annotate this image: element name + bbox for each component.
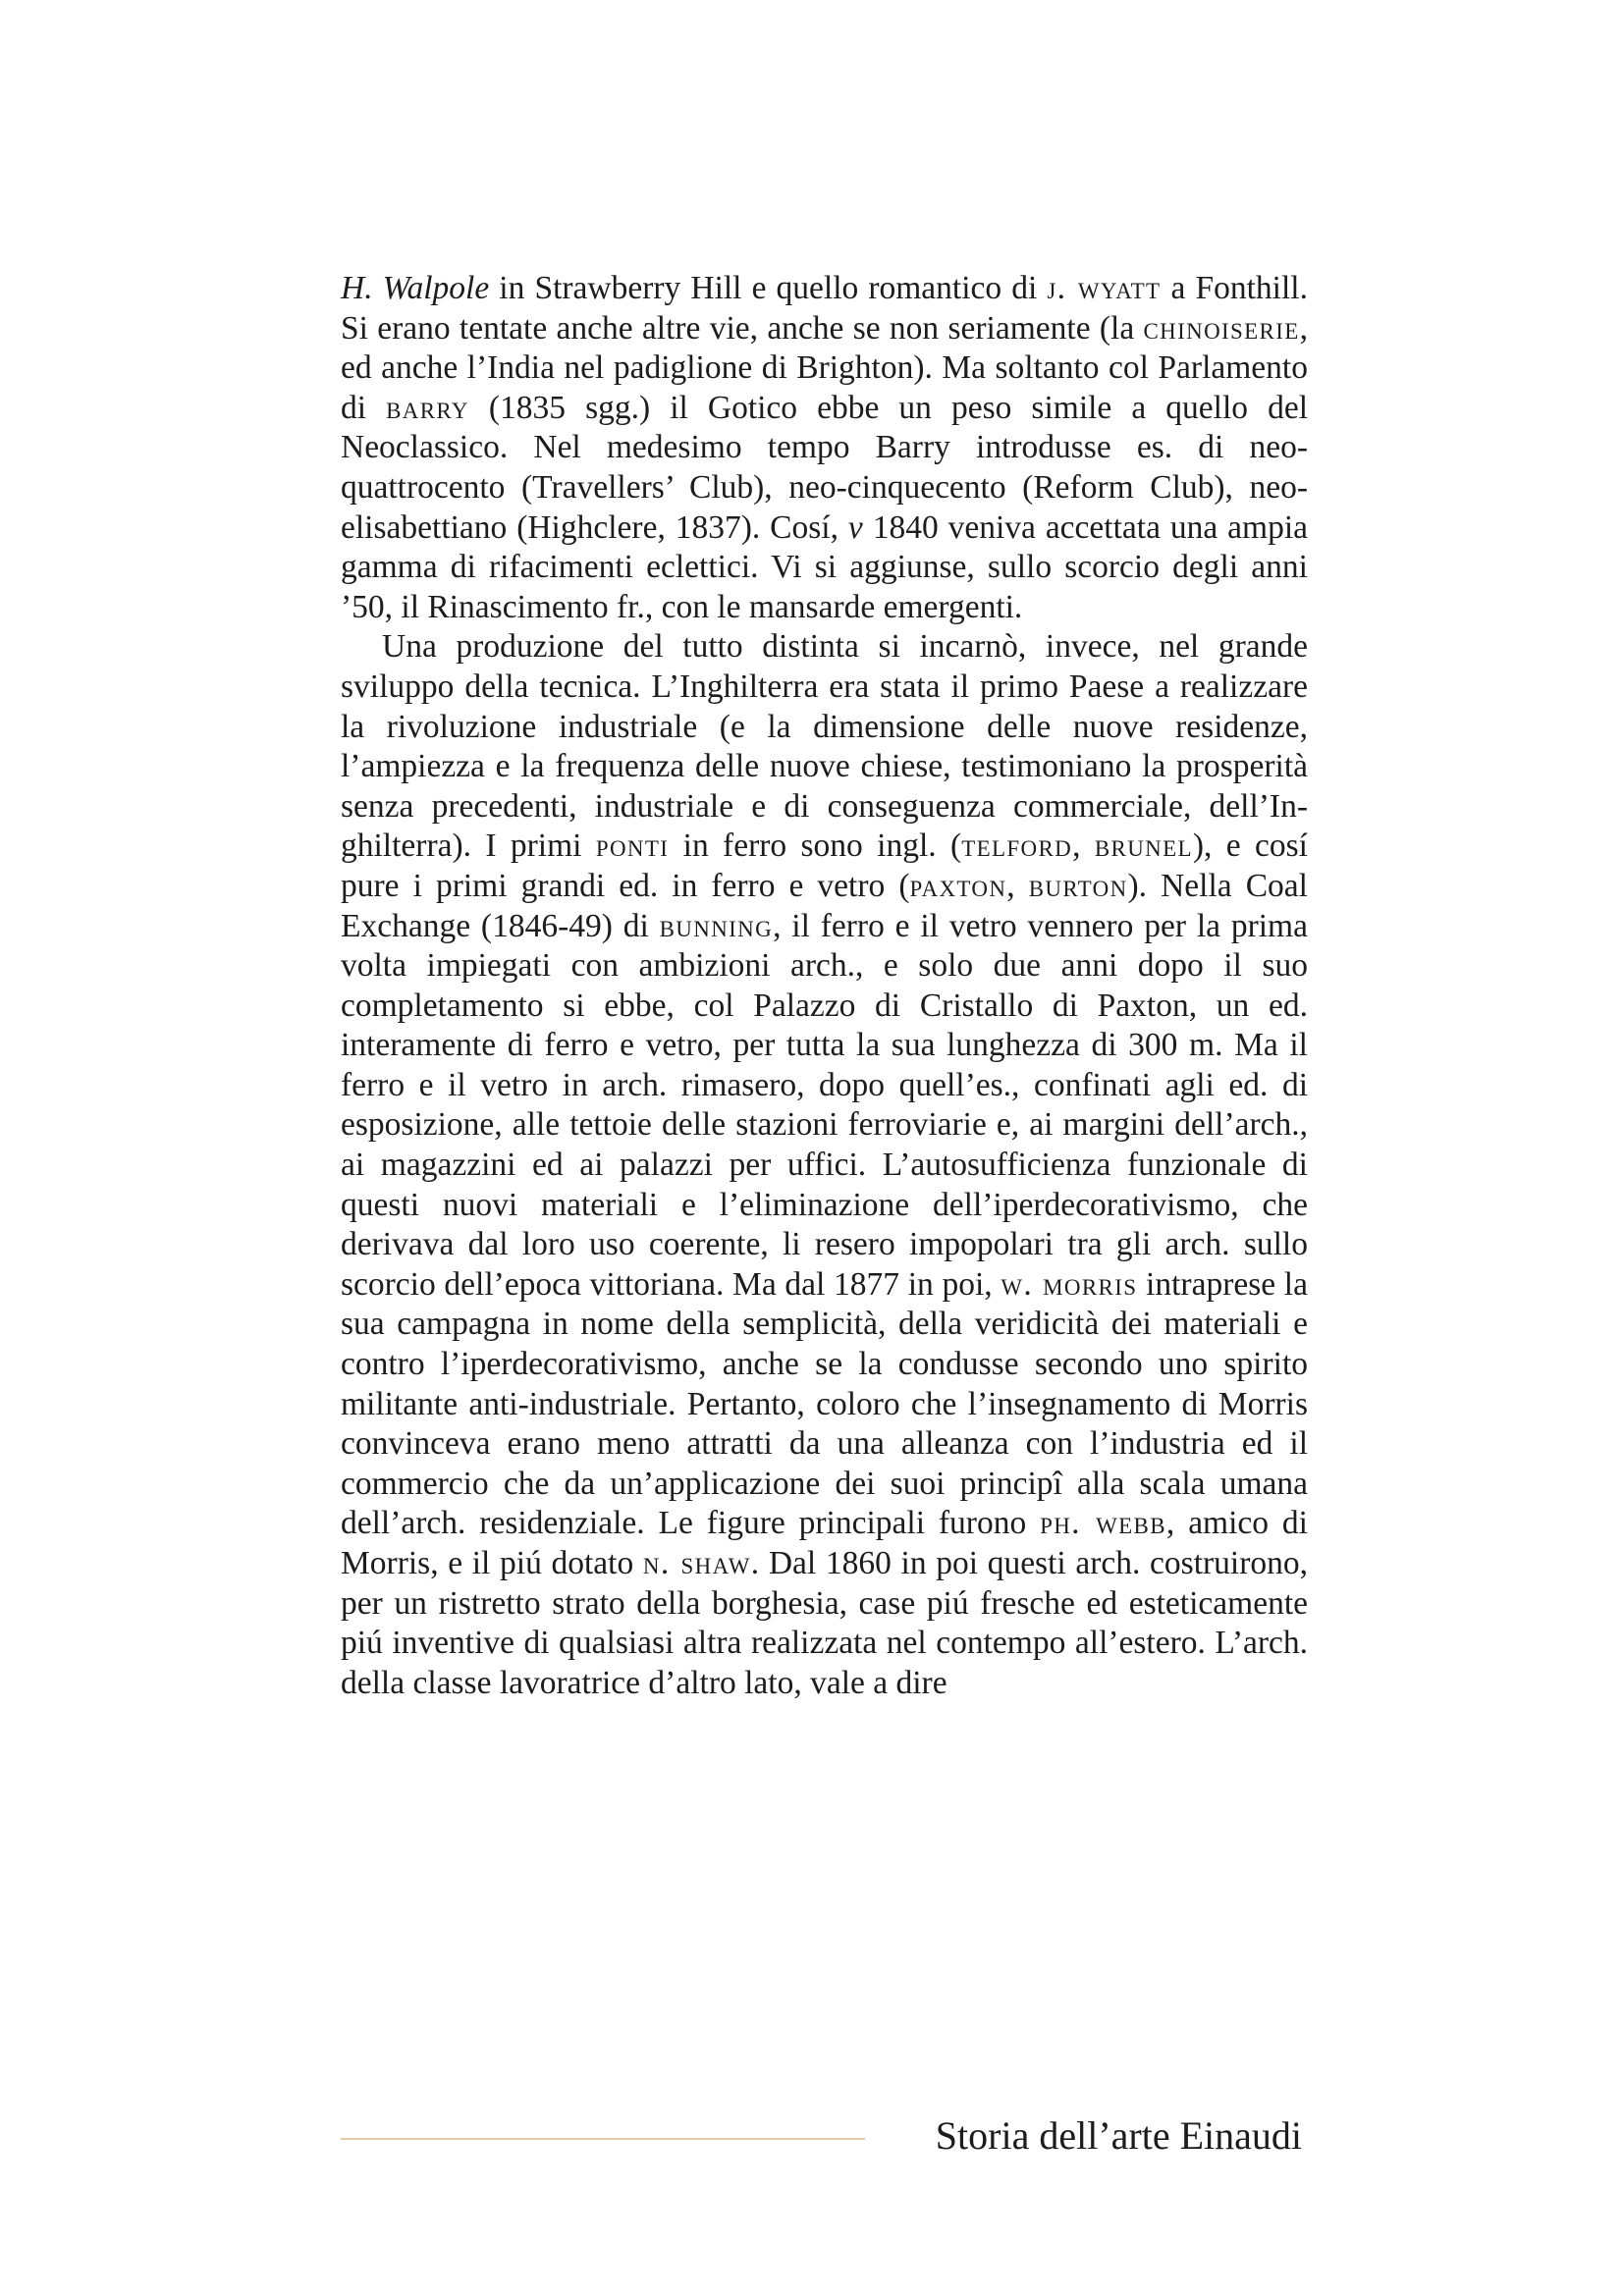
italic-run: v (847, 508, 863, 546)
smallcaps-name: telford (961, 828, 1073, 865)
text-run: Una produzione del tutto distinta si incarnò, invece, nel grande sviluppo della tecnica. L’Inghilterra era stata il primo Paese a realizzare la rivoluzione industriale (e la dimensione delle nuove residenze, l’ampiezza e la frequenza delle nuove chiese, testimoniano la prosperità senza precedenti, industriale e di conseguenza commerciale, dell’Inghilterra). I primi (341, 628, 1308, 865)
text-run: . Dal 1860 in poi questi arch. costruirono, per un ristretto strato della borghesia, case piú fresche ed esteticamente piú inventive di qualsiasi altra realizzata nel contempo all’estero. L’arch. della classe lavoratrice d’altro lato, vale a dire (341, 1545, 1309, 1701)
smallcaps-name: bunning (659, 907, 774, 944)
paragraph (341, 269, 1308, 627)
text-run: in ferro sono ingl. ( (669, 828, 962, 865)
footer-title: Storia dell’arte Einaudi (935, 2113, 1302, 2158)
text-run: , ed anche l’India nel padiglione di Brighton). Ma soltanto col Parlamento di (341, 309, 1308, 426)
paragraph (341, 627, 1308, 1703)
text-run: , (1006, 867, 1029, 904)
italic-run: H. Walpole (341, 270, 490, 306)
text-run: a Fonthill. Si erano tentate anche altre vie, anche se non seriamente (la (341, 270, 1308, 347)
text-run: , amico di Morris, e il piú dotato (341, 1505, 1308, 1581)
text-run: ), e cosí pure i primi grandi ed. in ferro e vetro ( (341, 828, 1308, 904)
text-run: intraprese la sua campagna in nome della semplicità, della veridicità dei materiali e contro l’iperdecorativismo, anche se la condusse secondo uno spirito militante anti-industriale. Pertanto, coloro che l’insegnamento di Morris convinceva erano meno attratti da una alleanza con l’industria ed il commercio che da un’applicazione dei suoi principî alla scala umana dell’arch. residenziale. Le figure principali furono (341, 1265, 1308, 1542)
text-run: ). Nella Coal Exchange (1846-49) di (341, 867, 1308, 944)
smallcaps-name: ponti (595, 828, 670, 865)
smallcaps-name: w. morris (1001, 1265, 1138, 1303)
text-run: in Strawberry Hill e quello romantico di (489, 270, 1048, 306)
body-text (341, 269, 1308, 1703)
smallcaps-name: burton (1028, 867, 1128, 904)
text-run: , (1072, 828, 1095, 865)
smallcaps-name: j. wyatt (1047, 270, 1162, 306)
text-run: (1835 sgg.) il Gotico ebbe un peso simile a quello del Neoclassico. Nel medesimo tempo Barry introdusse es. di neo-quattrocento (Travellers’ Club), neo-cinquecento (Reform Club), neo-elisabettiano (Highclere, 1837). Cosí, (341, 389, 1309, 546)
text-run: 1840 veniva accettata una ampia gamma di rifacimenti eclettici. Vi si aggiunse, sullo scorcio degli anni ’50, il Rinascimento fr., con le mansarde emergenti. (341, 508, 1308, 625)
smallcaps-name: chinoiserie (1143, 309, 1300, 347)
text-run: , il ferro e il vetro vennero per la prima volta impiegati con ambizioni arch., e solo due anni dopo il suo completamento si ebbe, col Palazzo di Cristallo di Paxton, un ed. interamente di ferro e vetro, per tutta la sua lunghezza di 300 m. Ma il ferro e il vetro in arch. rimasero, dopo quell’es., confinati agli ed. di esposizione, alle tettoie delle stazioni ferroviarie e, ai margini dell’arch., ai magazzini ed ai palazzi per uffici. L’autosufficienza funzionale di questi nuovi materiali e l’eliminazione dell’iperdecorativismo, che derivava dal loro uso coerente, li resero impopolari tra gli arch. sullo scorcio dell’epoca vittoriana. Ma dal 1877 in poi, (341, 907, 1308, 1303)
smallcaps-name: barry (386, 389, 469, 426)
smallcaps-name: ph. webb (1040, 1505, 1166, 1542)
smallcaps-name: brunel (1094, 828, 1193, 865)
footer-rule (341, 2138, 865, 2140)
smallcaps-name: paxton (909, 867, 1007, 904)
smallcaps-name: n. shaw (642, 1545, 751, 1581)
